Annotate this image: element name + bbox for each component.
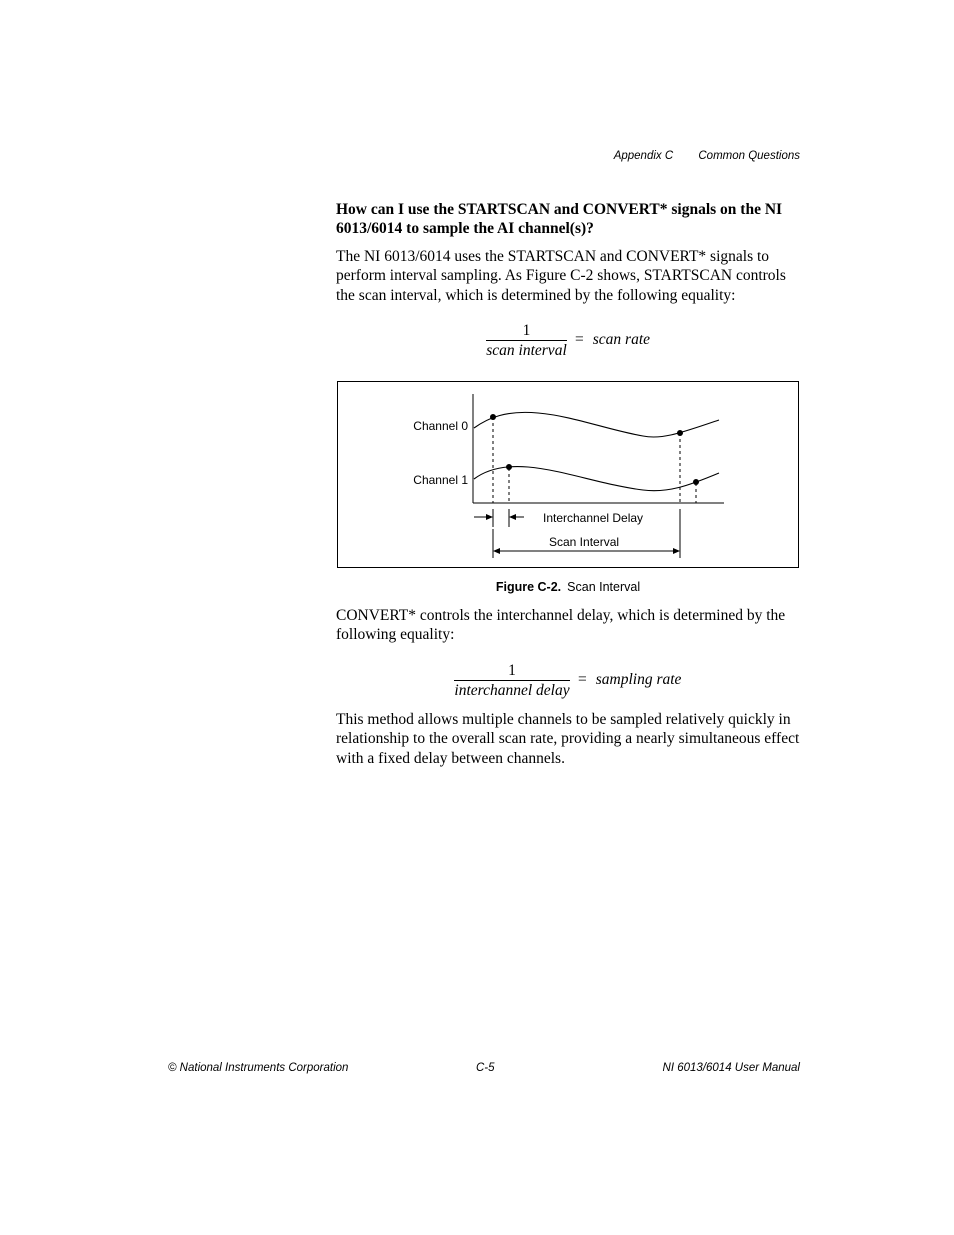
channel-0-label: Channel 0 xyxy=(413,419,468,433)
sample-point-ch0-second xyxy=(677,430,683,436)
convert-paragraph: CONVERT* controls the interchannel delay, which is determined by the following equality: xyxy=(336,607,786,644)
scan-denominator: scan interval xyxy=(486,342,567,359)
footer-right: NI 6013/6014 User Manual xyxy=(662,1062,800,1074)
sample-point-ch1-second xyxy=(693,479,699,485)
scan-numerator: 1 xyxy=(486,322,567,341)
sampling-denominator: interchannel delay xyxy=(454,682,570,699)
figure-label: Figure C-2. xyxy=(495,580,562,594)
sample-point-ch1-first xyxy=(506,464,512,470)
scan-interval-label: Scan Interval xyxy=(549,535,620,549)
scan-arrow-right-head xyxy=(673,548,680,554)
footer-page-number: C-5 xyxy=(476,1062,495,1074)
header-section: Appendix C xyxy=(613,150,674,162)
scan-result xyxy=(575,331,650,349)
sampling-rate-text: sampling rate xyxy=(595,671,682,688)
scan-arrow-left-head xyxy=(493,548,500,554)
sampling-fraction xyxy=(454,662,570,700)
scan-fraction xyxy=(486,322,567,360)
equals-sign-2: = xyxy=(578,671,587,688)
running-header xyxy=(600,150,800,162)
footer-left: © National Instruments Corporation xyxy=(168,1062,349,1074)
sampling-result xyxy=(578,671,681,689)
delay-arrow-left-head xyxy=(486,514,493,520)
intro-paragraph: The NI 6013/6014 uses the STARTSCAN and CONVERT* signals to perform interval sampling. As Figure C-2 shows, STARTSCAN controls the scan interval, which is determined by the following equality: xyxy=(336,248,786,304)
figure-caption xyxy=(337,580,799,594)
scan-rate-text: scan rate xyxy=(592,331,651,348)
equals-sign: = xyxy=(575,331,584,348)
conclusion-paragraph: This method allows multiple channels to be sampled relatively quickly in relationship to the overall scan rate, providing a nearly simultaneous effect with a fixed delay between channels. xyxy=(336,711,800,767)
scan-interval-figure xyxy=(337,381,799,568)
sampling-numerator: 1 xyxy=(454,662,570,681)
question-heading: How can I use the STARTSCAN and CONVERT* signals on the NI 6013/6014 to sample the AI channel(s)? xyxy=(336,201,783,237)
header-title: Common Questions xyxy=(698,150,800,162)
channel-1-waveform xyxy=(474,467,719,491)
channel-1-label: Channel 1 xyxy=(413,473,468,487)
interchannel-delay-label: Interchannel Delay xyxy=(543,511,644,525)
delay-arrow-right-head xyxy=(509,514,516,520)
sample-point-ch0-first xyxy=(490,414,496,420)
figure-caption-text: Scan Interval xyxy=(567,580,641,594)
